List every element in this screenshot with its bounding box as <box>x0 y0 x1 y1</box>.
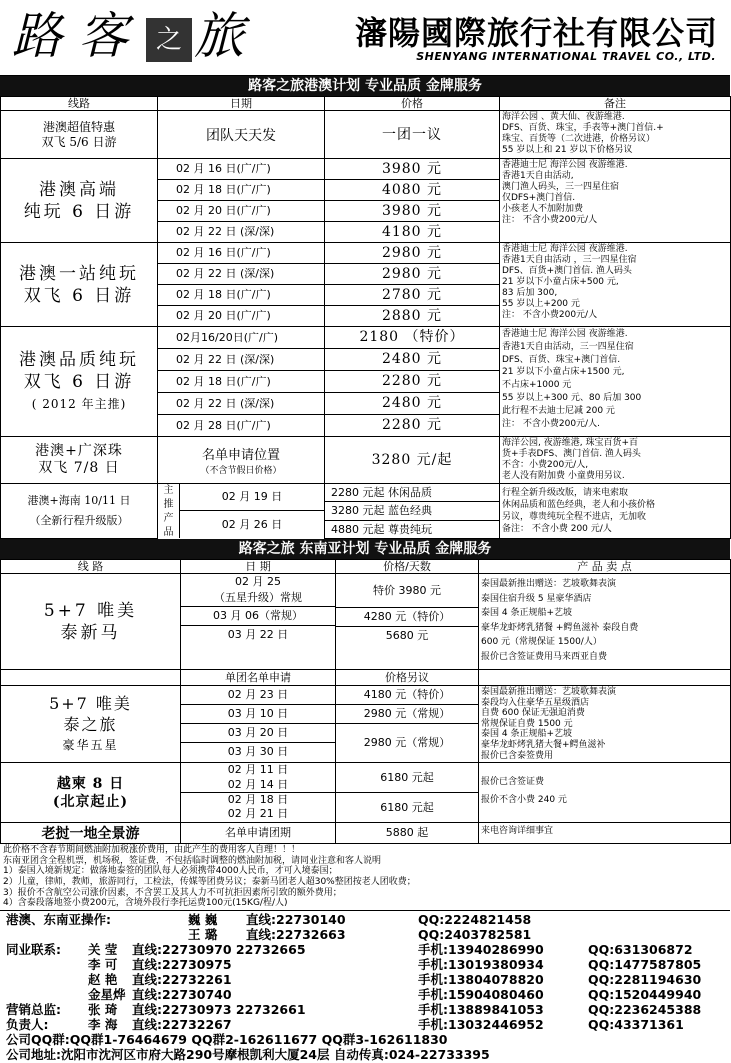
text: 金星烨 <box>88 986 126 1002</box>
text: 4280 元（特价） <box>336 608 478 627</box>
text <box>6 987 88 1002</box>
column-header: 日 期 <box>181 560 336 574</box>
text: 港澳+海南 10/11 日 <box>27 494 131 507</box>
text: 5+7 唯美 <box>43 600 138 621</box>
text: 豪华龙虾烤乳猪大餐+鳄鱼滋补 <box>481 739 606 750</box>
text: 休闲品质和蓝色经典，老人和小孩价格 <box>502 500 656 510</box>
seal-icon: 之 <box>146 18 192 62</box>
text: 2180 （特价） <box>325 327 499 349</box>
table-cell <box>1 111 158 159</box>
text: 名单申请位置 <box>201 448 280 463</box>
text: 02月16/20日(广/广) <box>158 327 324 349</box>
text: 港澳、东南亚操作: <box>6 911 111 927</box>
text <box>6 957 724 972</box>
text: 港澳一站纯玩 <box>19 263 139 284</box>
sea-banner: 路客之旅 东南亚计划 专业品质 金牌服务 <box>0 539 730 559</box>
text <box>158 484 180 538</box>
text: 21 岁以下小童占床+1500 元, <box>502 367 625 378</box>
text: 2280 元 <box>381 417 443 433</box>
text: 02 月 21 日 <box>227 807 289 821</box>
text: 注： 不含小费200元/人 <box>502 310 598 320</box>
table-cell: 来电咨询详细事宜 <box>479 823 731 844</box>
text: （五星升级）常规 <box>181 590 335 607</box>
hk-table <box>0 96 731 539</box>
text: 02 月 22 日 (深/深) <box>158 393 324 415</box>
company-name-en: SHENYANG INTERNATIONAL TRAVEL CO., LTD. <box>416 50 716 63</box>
text: 泰国最新推出赠送：艺坡歌舞表演 <box>481 579 617 589</box>
text: 手机:13032446952 <box>418 1016 544 1032</box>
text: 3980 元 <box>325 201 499 222</box>
text: 港澳品质纯玩 <box>19 349 139 370</box>
table-row <box>1 437 731 484</box>
text: DFS、百货、珠宝，手表等+澳门首信.+ <box>502 123 664 133</box>
table-header-row <box>1 97 731 111</box>
text: 备注： 不含小费 200 元/人 <box>502 524 612 534</box>
text: 5680 元 <box>385 629 429 642</box>
text: 豪华五星 <box>62 737 119 752</box>
text: 不含：小费200元/人, <box>502 460 589 470</box>
table-cell: 团队天天发 <box>158 111 325 159</box>
text: 02 月 26 日 <box>221 518 283 531</box>
text: 2480 元 <box>325 393 499 415</box>
text: 行程全新升级改版，请来电索取 <box>502 488 629 498</box>
table-cell <box>1 763 181 823</box>
table-cell <box>1 159 158 243</box>
text: 双飞 7/8 日 <box>38 460 120 476</box>
table-header-row <box>1 560 731 574</box>
text: 双飞 6 日游 <box>23 285 135 306</box>
text: 直线:22730975 <box>132 956 232 972</box>
table-cell: 价格另议 <box>336 670 479 686</box>
table-cell <box>479 763 731 823</box>
text: 特价 3980 元 <box>336 574 478 608</box>
text: 02 月 16 日(广/广) <box>158 159 324 180</box>
text: DFS、百货+澳门首信. 渔人码头 <box>502 266 632 276</box>
text: 3）报价不含航空公司涨价因素，不含罢工及其人力不可抗拒因素所引致的额外费用； <box>3 887 342 898</box>
text: QQ:631306872 <box>588 941 693 957</box>
text: 手机:15904080460 <box>418 986 544 1002</box>
column-header: 线 路 <box>1 560 181 574</box>
text <box>6 927 724 942</box>
text: 报价已含签证费 <box>481 777 545 788</box>
text: 常规保证自费 1500 元 <box>481 718 573 729</box>
text: 李 海 <box>88 1016 118 1032</box>
table-cell <box>1 686 181 763</box>
text: 报价已含泰签费用 <box>481 750 554 761</box>
text: 李 可 <box>88 956 118 972</box>
table-cell: 名单申请团期 <box>181 823 336 844</box>
text: 香港1天自由活动, <box>502 171 574 181</box>
text: 推 <box>163 499 174 510</box>
text: 2980 元 <box>325 264 499 285</box>
table-row <box>1 574 731 670</box>
text: 2780 元 <box>325 285 499 306</box>
text: 2280 元 <box>325 371 499 393</box>
text: 此行程不去迪士尼减 200 元 <box>502 405 615 416</box>
text: 55 岁以上+300 元、80 后加 300 <box>502 392 642 403</box>
text: 澳门渔人码头，三一四星住宿 <box>502 182 620 192</box>
text: 泰国最新推出赠送：艺坡歌舞表演 <box>481 687 617 697</box>
text: DFS、百货、珠宝+澳门首信. <box>502 354 621 365</box>
text: 4880 元起 尊贵纯玩 <box>331 523 432 536</box>
text: 不占床+1000 元 <box>502 380 572 391</box>
text: 2980 元 <box>325 243 499 264</box>
text: 泰国住宿升级 5 星豪华酒店 <box>481 593 592 604</box>
table-cell <box>500 484 731 539</box>
hk-banner: 路客之旅港澳计划 专业品质 金牌服务 <box>0 76 730 96</box>
text: QQ:2224821458 <box>418 911 532 927</box>
text: 此价格不含春节期间燃油附加税涨价费用，由此产生的费用客人自理！！！ <box>3 845 301 856</box>
text: 报价不含小费 240 元 <box>481 795 567 806</box>
contacts <box>0 911 730 1063</box>
text: 4180 元（特价） <box>336 686 478 705</box>
text: 直线:22730970 22732665 <box>132 941 306 957</box>
table-row <box>1 159 731 243</box>
text: 6180 元起 <box>336 763 478 793</box>
table-cell <box>181 686 336 763</box>
text: 03 月 22 日 <box>227 628 289 641</box>
table-cell <box>336 574 479 670</box>
text: 02 月 22 日 (深/深) <box>158 264 324 285</box>
text: 香港迪士尼 海洋公园 夜游维港. <box>502 244 628 254</box>
text: 产 <box>163 513 174 524</box>
text: 21 岁以下小童占床+500 元, <box>502 277 619 287</box>
text: 香港1天自由活动 ，三一四星住宿 <box>502 255 637 265</box>
text: 关 莹 <box>88 941 118 957</box>
text: 03 月 30 日 <box>227 745 289 758</box>
text: 同业联系: <box>6 941 61 957</box>
text: 货+手表DFS、澳门首信. 渔人码头 <box>502 449 641 459</box>
table-cell <box>1 484 158 539</box>
brand-logo <box>12 6 260 66</box>
text: 巍 巍 <box>188 911 218 927</box>
text: 主 <box>163 485 174 496</box>
text <box>6 927 188 942</box>
text: 2980 元（常规） <box>336 705 478 724</box>
text: 03 月 10 日 <box>181 705 335 724</box>
text: 另议，尊贵纯玩全程不进店，无加收 <box>502 512 647 522</box>
text: QQ:1477587805 <box>588 956 702 972</box>
table-row <box>1 823 731 844</box>
table-cell <box>181 574 336 670</box>
text: QQ:43371361 <box>588 1016 684 1032</box>
table-cell <box>500 327 731 437</box>
text: 泰国 4 条正规船+艺坡 <box>481 608 572 618</box>
text: 直线:22732261 <box>132 971 232 987</box>
text: 2880 元 <box>381 308 443 324</box>
text: 纯玩 6 日游 <box>23 201 135 222</box>
text: 手机:13019380934 <box>418 956 544 972</box>
column-header: 线路 <box>1 97 158 111</box>
text: 02 月 14 日 <box>181 777 335 793</box>
text: 03 月 20 日 <box>181 724 335 743</box>
text: 报价已含签证费用马来西亚自费 <box>481 651 608 662</box>
text: 2280 元起 休闲品质 <box>325 484 499 502</box>
table-cell <box>325 243 500 327</box>
text: 珠宝、百货等（二次进港，价格另议） <box>502 134 656 144</box>
table-cell <box>1 437 158 484</box>
text: 港澳+广深珠 <box>35 443 123 459</box>
text: 02 月 18 日(广/广) <box>158 285 324 306</box>
table-cell <box>158 327 325 437</box>
text: 02 月 20 日(广/广) <box>158 201 324 222</box>
table-cell <box>500 437 731 484</box>
text: 自费 600 保证无强迫消费 <box>481 708 585 719</box>
text: 注： 不含小费200元/人 <box>502 215 598 225</box>
table-cell <box>336 763 479 823</box>
text: 豪华龙虾烤乳猪餐 +鳄鱼滋补 泰段自费 <box>481 622 639 633</box>
column-header: 价格 <box>325 97 500 111</box>
table-cell <box>325 159 500 243</box>
table-cell <box>479 574 731 670</box>
table-row <box>1 327 731 437</box>
header <box>0 0 730 76</box>
column-header: 价格/天数 <box>336 560 479 574</box>
text: QQ:2403782581 <box>418 926 532 942</box>
text <box>6 957 88 972</box>
company-name: 瀋陽國際旅行社有限公司 <box>354 14 718 52</box>
text: 注： 不含小费200元/人. <box>502 418 600 429</box>
table-cell <box>500 159 731 243</box>
text <box>6 1017 724 1032</box>
table-row <box>1 686 731 763</box>
table-cell <box>158 484 324 538</box>
text: 香港迪士尼 海洋公园 夜游维港. <box>502 160 628 170</box>
text: 4080 元 <box>325 180 499 201</box>
text: 泰新马 <box>60 622 121 643</box>
text: 负责人: <box>6 1016 49 1032</box>
table-cell <box>336 686 479 763</box>
text: 55 岁以上和 21 岁以下价格另议 <box>502 145 633 155</box>
text: 小孩老人不加附加费 <box>502 204 584 214</box>
text: 赵 艳 <box>88 971 118 987</box>
text: （全新行程升级版） <box>29 514 129 527</box>
text: 港澳高端 <box>39 179 119 200</box>
table-cell: 单团名单申请 <box>181 670 336 686</box>
table-cell: 3280 元/起 <box>325 437 500 484</box>
sea-table <box>0 559 731 844</box>
text: 4180 元 <box>381 224 443 240</box>
text: 港澳超值特惠 <box>42 119 115 134</box>
text: 泰国 4 条正规船+艺坡 <box>481 729 572 740</box>
column-header: 备注 <box>500 97 731 111</box>
text: 02 月 22 日 (深/深) <box>158 349 324 371</box>
text: 手机:13889841053 <box>418 1001 544 1017</box>
text: QQ:1520449940 <box>588 986 702 1002</box>
text: 3280 元起 蓝色经典 <box>325 502 499 521</box>
table-cell <box>158 243 325 327</box>
text: 6180 元起 <box>380 801 434 815</box>
text: 03 月 06（常规） <box>181 607 335 626</box>
text: 02 月 20 日(广/广) <box>176 309 271 322</box>
table-cell: 一团一议 <box>325 111 500 159</box>
text: 仅DFS+澳门首信. <box>502 193 576 203</box>
text: 600 元（常规保证 1500/人） <box>481 637 602 647</box>
text: 直线:22732267 <box>132 1016 232 1032</box>
text: 双飞 5/6 日游 <box>41 134 117 149</box>
table-cell <box>1 327 158 437</box>
text: ( 2012 年主推) <box>31 396 127 411</box>
text: 83 后加 300, <box>502 288 558 298</box>
text: 5+7 唯美 <box>49 693 132 713</box>
text: 泰段均入住豪华五星级酒店 <box>481 697 590 708</box>
table-cell <box>325 327 500 437</box>
text <box>180 484 324 538</box>
text: 香港迪士尼 海洋公园 夜游维港. <box>502 329 628 339</box>
text: 泰之旅 <box>63 714 118 734</box>
text: 海洋公园, 夜游维港, 珠宝百货+百 <box>502 438 638 448</box>
text <box>6 972 724 987</box>
text: 客 <box>78 7 144 65</box>
table-row <box>1 243 731 327</box>
text <box>6 942 724 957</box>
table-cell <box>479 686 731 763</box>
table-cell <box>325 484 500 539</box>
table-row <box>1 111 731 159</box>
table-cell <box>479 670 731 686</box>
text: 02 月 19 日 <box>180 484 324 511</box>
table-cell <box>500 111 731 159</box>
text: 02 月 11 日 <box>227 763 289 777</box>
text: 手机:13804078820 <box>418 971 544 987</box>
text: 02 月 28 日(广/广) <box>176 419 271 432</box>
table-cell: 老挝一地全景游 <box>1 823 181 844</box>
text: 品 <box>163 527 174 538</box>
text: 手机:13940286990 <box>418 941 544 957</box>
table-cell <box>158 437 325 484</box>
table-cell <box>1 243 158 327</box>
table-row <box>1 763 731 823</box>
column-header: 产 品 卖 点 <box>479 560 731 574</box>
text: QQ:2236245388 <box>588 1001 702 1017</box>
text <box>6 987 724 1002</box>
text: 3980 元 <box>325 159 499 180</box>
text <box>6 912 724 927</box>
text: 1）泰国入境新规定：做落地泰签的团队每人必须携带4000人民币，才可入境泰国； <box>3 866 338 877</box>
table-row <box>1 484 731 539</box>
table-cell <box>181 763 336 823</box>
text: 直线:22730140 <box>246 911 346 927</box>
table-cell <box>500 243 731 327</box>
text: 王 璐 <box>188 926 218 942</box>
text: 2）儿童，律师，教师，旅游同行，工检法，传媒等团费另议；泰新马团老人超30%整团按老人团收费； <box>3 876 416 887</box>
text: 2980 元（常规） <box>363 736 451 749</box>
text: 02 月 25 <box>235 575 281 588</box>
text: 02 月 18 日 <box>227 793 289 807</box>
text: (北京起止) <box>52 793 129 810</box>
text: 海洋公园 、黄大仙、夜游维港. <box>502 112 625 122</box>
table-cell <box>158 159 325 243</box>
text: 双飞 6 日游 <box>23 371 135 392</box>
text <box>6 1002 724 1017</box>
text: 路 <box>12 7 78 65</box>
text: 张 琦 <box>88 1001 118 1017</box>
table-cell: 5880 起 <box>336 823 479 844</box>
text: 02 月 22 日 (深/深) <box>176 225 275 238</box>
text: 营销总监: <box>6 1001 61 1017</box>
text: 旅 <box>194 7 260 65</box>
text: 55 岁以上+200 元 <box>502 299 580 309</box>
text: （不含节假日价格） <box>200 466 282 476</box>
text: QQ:2281194630 <box>588 971 702 987</box>
table-row <box>1 670 731 686</box>
text: 老人没有附加费 小童费用另议. <box>502 471 625 481</box>
text: 东南亚团含全程机票，机场税，签证费，不包括临时调整的燃油附加税，请同业注意和客人说明 <box>3 855 382 866</box>
table-cell <box>1 574 181 670</box>
text: 02 月 16 日(广/广) <box>158 243 324 264</box>
text: 香港1天自由活动，三一四星住宿 <box>502 341 634 352</box>
text: 直线:22730973 22732661 <box>132 1001 306 1017</box>
text: 直线:22730740 <box>132 986 232 1002</box>
qq-groups: 公司QQ群:QQ群1-76464679 QQ群2-162611677 QQ群3-162611830 <box>6 1031 448 1047</box>
text: 2480 元 <box>325 349 499 371</box>
text: 02 月 18 日(广/广) <box>158 180 324 201</box>
text: 越柬 8 日 <box>56 775 125 792</box>
company-address: 公司地址:沈阳市沈河区市府大路290号摩根凯利大厦24层 自动传真:024-22733395 <box>6 1046 490 1062</box>
text: 4）含泰段落地签小费200元，含境外段行李托运费100元(15KG/程/人) <box>3 898 288 909</box>
text: 直线:22732663 <box>246 926 346 942</box>
text: 02 月 23 日 <box>181 686 335 705</box>
text: 02 月 18 日(广/广) <box>158 371 324 393</box>
footnotes <box>0 844 730 911</box>
table-cell <box>1 670 181 686</box>
column-header: 日期 <box>158 97 325 111</box>
text <box>6 972 88 987</box>
